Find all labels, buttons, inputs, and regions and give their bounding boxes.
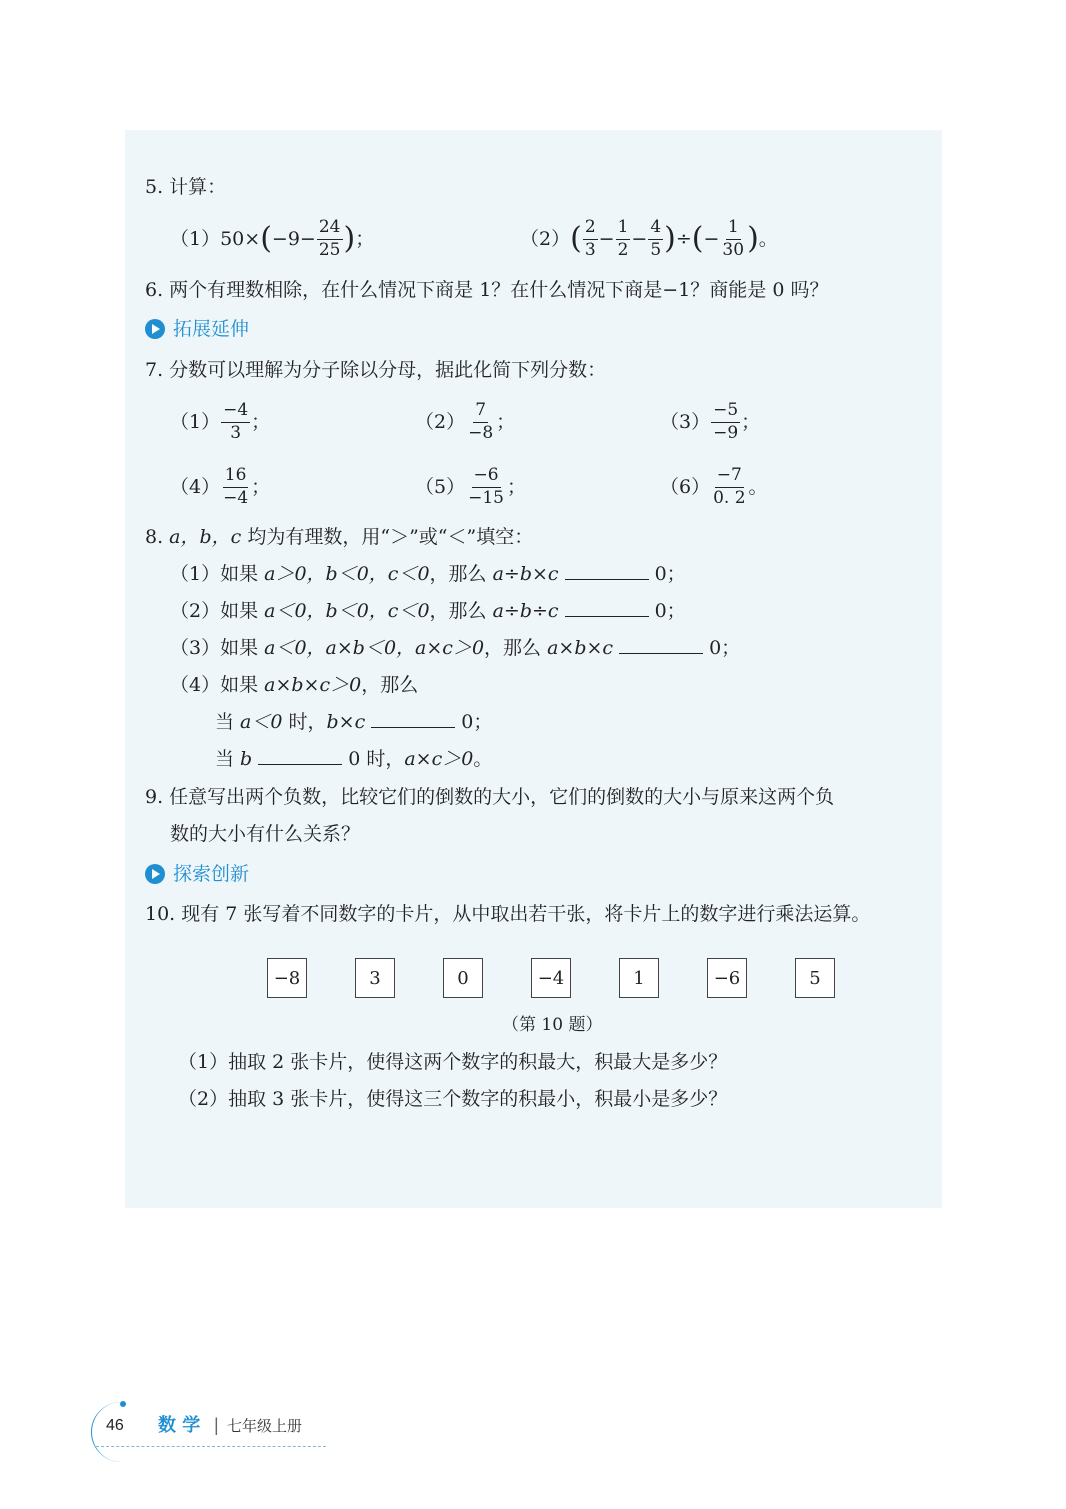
number-card: 0 [443, 958, 483, 998]
number-card: −4 [531, 958, 571, 998]
q8-title: 8. a，b，c 均为有理数，用“＞”或“＜”填空： [145, 526, 534, 548]
answer-blank[interactable] [371, 713, 455, 728]
q9-line-2: 数的大小有什么关系？ [170, 823, 361, 845]
left-paren: ( [570, 221, 582, 256]
item-label: （5） [415, 475, 466, 498]
item-end: ； [251, 410, 271, 433]
answer-blank[interactable] [619, 639, 703, 654]
minus-sign: − [598, 227, 615, 250]
book-subject: 数 学 [158, 1415, 201, 1436]
q7-title: 7. 分数可以理解为分子除以分母，据此化简下列分数： [145, 359, 607, 381]
fraction: $\frac{-6}{-15}$ [468, 465, 504, 508]
q7-item-1 [170, 397, 270, 447]
q7-item-6 [660, 462, 768, 512]
fraction: $\frac{7}{-8}$ [468, 400, 494, 443]
play-icon [145, 319, 165, 339]
item-end: ； [496, 410, 516, 433]
fraction: $\frac{-7}{0. 2}$ [713, 465, 746, 508]
left-paren: ( [260, 221, 272, 256]
divide-sign: ÷ [675, 227, 692, 250]
q5-part1 [170, 216, 374, 262]
answer-blank[interactable] [258, 750, 342, 765]
footer-separator: | [214, 1415, 219, 1435]
fraction: $\frac{-5}{-9}$ [713, 400, 739, 443]
item-label: （2） [415, 410, 466, 433]
number-card: −8 [267, 958, 307, 998]
number-card: 1 [619, 958, 659, 998]
item-label: （1） [170, 410, 221, 433]
fraction: $\frac{2}{3}$ [584, 217, 596, 260]
q5-p1-label: （1） [170, 227, 221, 250]
q8-line-1: （1）如果 a＞0，b＜0，c＜0，那么 a÷b×c 0； [170, 563, 686, 585]
figure-caption: （第 10 题） [502, 1015, 603, 1035]
section-heading-extension [145, 319, 249, 339]
fraction: $\frac{1}{2}$ [617, 217, 629, 260]
left-paren: ( [691, 221, 704, 256]
item-end: ； [506, 475, 526, 498]
fraction: $\frac{16}{-4}$ [223, 465, 249, 508]
number-card: −6 [707, 958, 747, 998]
minus-sign: − [631, 227, 648, 250]
answer-blank[interactable] [565, 565, 649, 580]
q7-item-2 [415, 397, 515, 447]
q5-p1-expr-a: 50× [220, 227, 261, 250]
q6-text: 6. 两个有理数相除，在什么情况下商是 1？在什么情况下商是−1？商能是 0 吗？ [145, 279, 829, 301]
q10-part-2: （2）抽取 3 张卡片，使得这三个数字的积最小，积最小是多少？ [178, 1088, 728, 1110]
play-icon [145, 864, 165, 884]
q8-line-3: （3）如果 a＜0，a×b＜0，a×c＞0，那么 a×b×c 0； [170, 637, 741, 659]
fraction: $\frac{24}{25}$ [318, 217, 341, 260]
book-grade: 七年级上册 [227, 1417, 303, 1435]
fraction: $\frac{4}{5}$ [650, 217, 662, 260]
q5-part2 [520, 216, 778, 262]
q5-title: 5. 计算： [145, 176, 227, 198]
item-label: （6） [660, 475, 711, 498]
item-label: （4） [170, 475, 221, 498]
fraction: $\frac{-4}{3}$ [223, 400, 249, 443]
item-label: （3） [660, 410, 711, 433]
q9-line-1: 9. 任意写出两个负数，比较它们的倒数的大小，它们的倒数的大小与原来这两个负 [145, 786, 835, 808]
q8-line-5: 当 a＜0 时，b×c 0； [215, 711, 493, 733]
right-paren: ) [664, 221, 676, 256]
right-paren: ) [747, 221, 759, 256]
item-end: ； [741, 410, 761, 433]
q8-line-6: 当 b 0 时，a×c＞0。 [215, 748, 493, 770]
q7-item-4 [170, 462, 270, 512]
item-end: 。 [748, 475, 768, 498]
item-end: ； [251, 475, 271, 498]
q8-line-4: （4）如果 a×b×c＞0，那么 [170, 674, 419, 696]
section-title: 探索创新 [173, 862, 250, 885]
q5-p1-end: ； [355, 227, 375, 250]
footer-dashed-line [96, 1446, 326, 1447]
q7-item-5 [415, 462, 526, 512]
minus-sign: − [703, 227, 720, 250]
q5-p1-expr-b: −9− [271, 227, 316, 250]
q5-p2-label: （2） [520, 227, 571, 250]
q5-p2-end: 。 [758, 227, 778, 250]
q7-item-3 [660, 397, 760, 447]
q8-line-2: （2）如果 a＜0，b＜0，c＜0，那么 a÷b÷c 0； [170, 600, 686, 622]
ornament-dot [120, 1401, 126, 1407]
answer-blank[interactable] [565, 602, 649, 617]
number-card: 5 [795, 958, 835, 998]
q10-part-1: （1）抽取 2 张卡片，使得这两个数字的积最大，积最大是多少？ [178, 1051, 728, 1073]
fraction: $\frac{1}{30}$ [722, 217, 745, 260]
page-number: 46 [106, 1417, 124, 1434]
q10-text: 10. 现有 7 张写着不同数字的卡片，从中取出若干张，将卡片上的数字进行乘法运算。 [145, 903, 871, 925]
section-title: 拓展延伸 [173, 317, 250, 340]
number-card: 3 [355, 958, 395, 998]
right-paren: ) [343, 221, 356, 256]
section-heading-exploration [145, 864, 249, 884]
